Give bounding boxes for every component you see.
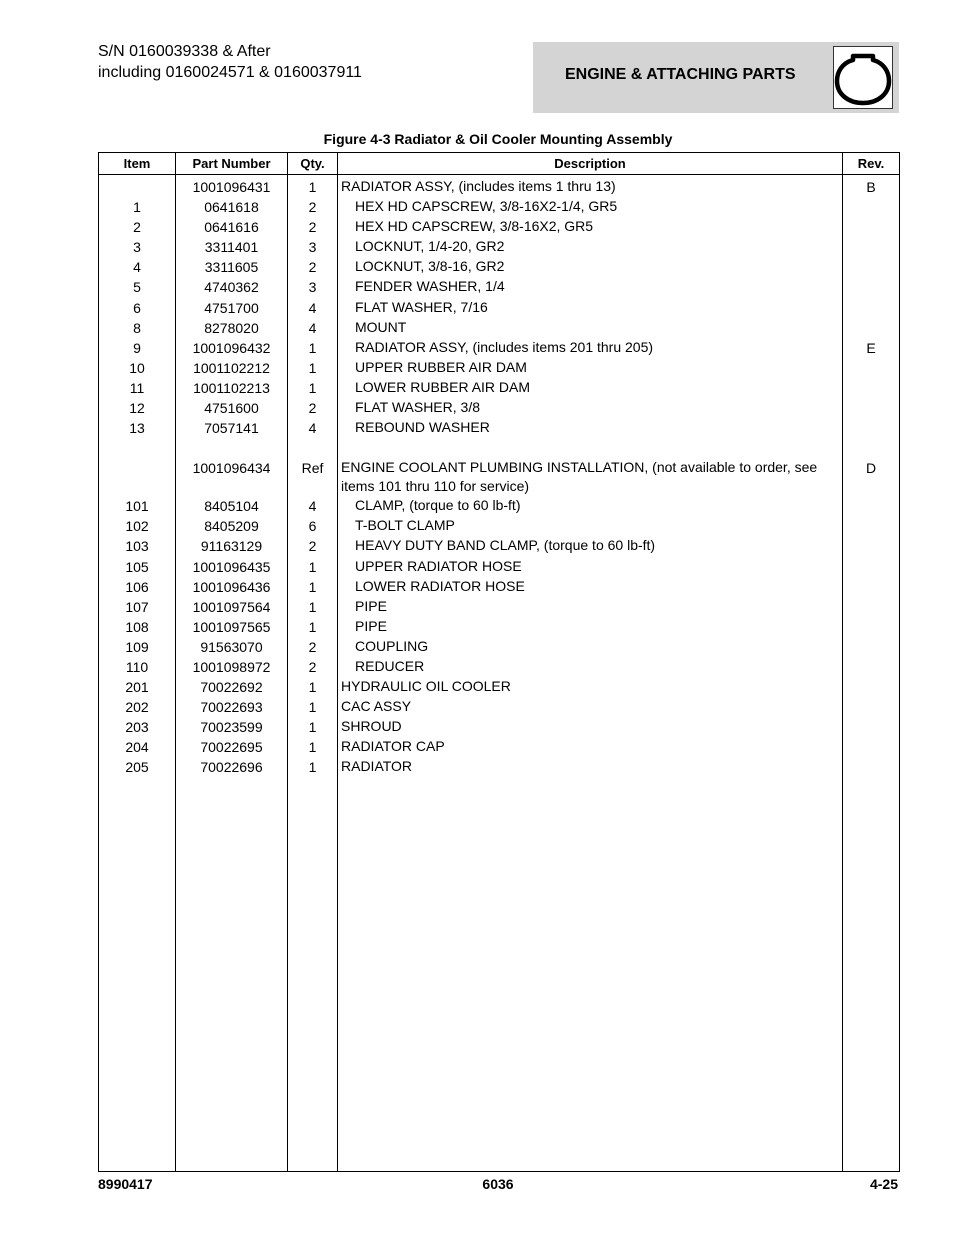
figure-title: Figure 4-3 Radiator & Oil Cooler Mounting Assembly bbox=[323, 131, 673, 147]
serial-line-2: including 0160024571 & 0160037911 bbox=[98, 64, 362, 81]
column-header-item: Item bbox=[99, 153, 176, 175]
table-row bbox=[99, 657, 900, 677]
cell-rev bbox=[843, 577, 900, 597]
table-row bbox=[99, 757, 900, 777]
cell-qty: 2 bbox=[288, 257, 338, 277]
cell-description: T-BOLT CLAMP bbox=[338, 516, 843, 536]
cell-item bbox=[99, 458, 176, 496]
cell-part-number: 1001096435 bbox=[176, 557, 288, 577]
table-filler-row bbox=[99, 778, 900, 1172]
cell-rev bbox=[843, 757, 900, 777]
table-row bbox=[99, 197, 900, 217]
cell-item: 2 bbox=[99, 217, 176, 237]
spacer-cell bbox=[288, 438, 338, 458]
table-row bbox=[99, 617, 900, 637]
filler-cell bbox=[288, 778, 338, 1172]
table-row bbox=[99, 398, 900, 418]
cell-rev bbox=[843, 717, 900, 737]
cell-part-number: 91563070 bbox=[176, 637, 288, 657]
cell-description: PIPE bbox=[338, 597, 843, 617]
cell-qty: Ref bbox=[288, 458, 338, 496]
cell-item: 6 bbox=[99, 298, 176, 318]
filler-cell bbox=[99, 778, 176, 1172]
cell-rev bbox=[843, 237, 900, 257]
cell-part-number: 1001096432 bbox=[176, 338, 288, 358]
filler-cell bbox=[176, 778, 288, 1172]
table-row bbox=[99, 717, 900, 737]
cell-part-number: 1001096436 bbox=[176, 577, 288, 597]
cell-description: CAC ASSY bbox=[338, 697, 843, 717]
cell-rev bbox=[843, 516, 900, 536]
table-row bbox=[99, 597, 900, 617]
table-row bbox=[99, 175, 900, 198]
table-row bbox=[99, 697, 900, 717]
cell-rev bbox=[843, 197, 900, 217]
cell-item: 12 bbox=[99, 398, 176, 418]
cell-qty: 1 bbox=[288, 677, 338, 697]
table-body bbox=[99, 175, 900, 1172]
cell-item: 8 bbox=[99, 318, 176, 338]
column-header-qty: Qty. bbox=[288, 153, 338, 175]
cell-item: 103 bbox=[99, 536, 176, 556]
parts-table bbox=[98, 152, 900, 1172]
cell-qty: 2 bbox=[288, 398, 338, 418]
table-row bbox=[99, 496, 900, 516]
cell-item bbox=[99, 175, 176, 198]
cell-rev bbox=[843, 378, 900, 398]
cell-description: LOCKNUT, 1/4-20, GR2 bbox=[338, 237, 843, 257]
cell-rev bbox=[843, 277, 900, 297]
spacer-cell bbox=[176, 438, 288, 458]
cell-description: RADIATOR CAP bbox=[338, 737, 843, 757]
cell-description: CLAMP, (torque to 60 lb-ft) bbox=[338, 496, 843, 516]
table-row bbox=[99, 378, 900, 398]
spacer-cell bbox=[843, 438, 900, 458]
cell-qty: 3 bbox=[288, 277, 338, 297]
cell-description: RADIATOR ASSY, (includes items 201 thru 205) bbox=[338, 338, 843, 358]
cell-item: 109 bbox=[99, 637, 176, 657]
cell-rev bbox=[843, 496, 900, 516]
cell-description: REBOUND WASHER bbox=[338, 418, 843, 438]
cell-item: 5 bbox=[99, 277, 176, 297]
cell-qty: 4 bbox=[288, 418, 338, 438]
cell-qty: 2 bbox=[288, 217, 338, 237]
table-row bbox=[99, 217, 900, 237]
cell-description: MOUNT bbox=[338, 318, 843, 338]
cell-rev bbox=[843, 597, 900, 617]
cell-rev bbox=[843, 398, 900, 418]
cell-qty: 1 bbox=[288, 175, 338, 198]
cell-qty: 1 bbox=[288, 557, 338, 577]
cell-description: RADIATOR bbox=[338, 757, 843, 777]
cell-part-number: 4751700 bbox=[176, 298, 288, 318]
cell-rev bbox=[843, 617, 900, 637]
cell-description: UPPER RADIATOR HOSE bbox=[338, 557, 843, 577]
cell-qty: 2 bbox=[288, 536, 338, 556]
cell-qty: 2 bbox=[288, 657, 338, 677]
engine-icon bbox=[833, 46, 893, 109]
cell-part-number: 3311605 bbox=[176, 257, 288, 277]
footer-doc-number: 8990417 bbox=[98, 1176, 153, 1192]
cell-part-number: 91163129 bbox=[176, 536, 288, 556]
cell-part-number: 1001102213 bbox=[176, 378, 288, 398]
cell-rev bbox=[843, 557, 900, 577]
cell-item: 1 bbox=[99, 197, 176, 217]
cell-qty: 4 bbox=[288, 496, 338, 516]
cell-description: HEX HD CAPSCREW, 3/8-16X2, GR5 bbox=[338, 217, 843, 237]
cell-description: HYDRAULIC OIL COOLER bbox=[338, 677, 843, 697]
cell-rev bbox=[843, 257, 900, 277]
cell-part-number: 0641616 bbox=[176, 217, 288, 237]
cell-rev bbox=[843, 677, 900, 697]
table-header-row bbox=[99, 153, 900, 175]
cell-item: 110 bbox=[99, 657, 176, 677]
cell-description: SHROUD bbox=[338, 717, 843, 737]
table-row bbox=[99, 577, 900, 597]
cell-description: FLAT WASHER, 3/8 bbox=[338, 398, 843, 418]
column-header-rev: Rev. bbox=[843, 153, 900, 175]
table-row bbox=[99, 298, 900, 318]
cell-description: FENDER WASHER, 1/4 bbox=[338, 277, 843, 297]
cell-rev: D bbox=[843, 458, 900, 496]
cell-rev bbox=[843, 657, 900, 677]
table-row bbox=[99, 418, 900, 438]
table-row bbox=[99, 257, 900, 277]
cell-item: 201 bbox=[99, 677, 176, 697]
footer-model: 6036 bbox=[482, 1176, 514, 1192]
cell-part-number: 1001102212 bbox=[176, 358, 288, 378]
serial-number-block bbox=[98, 41, 362, 83]
table-row bbox=[99, 637, 900, 657]
cell-item: 11 bbox=[99, 378, 176, 398]
cell-part-number: 4751600 bbox=[176, 398, 288, 418]
cell-qty: 3 bbox=[288, 237, 338, 257]
cell-part-number: 1001096434 bbox=[176, 458, 288, 496]
cell-description: RADIATOR ASSY, (includes items 1 thru 13) bbox=[338, 175, 843, 198]
cell-part-number: 70022692 bbox=[176, 677, 288, 697]
cell-item: 4 bbox=[99, 257, 176, 277]
cell-qty: 6 bbox=[288, 516, 338, 536]
table-row bbox=[99, 677, 900, 697]
cell-qty: 1 bbox=[288, 597, 338, 617]
cell-part-number: 3311401 bbox=[176, 237, 288, 257]
cell-description: ENGINE COOLANT PLUMBING INSTALLATION, (not available to order, see items 101 thru 110 for service) bbox=[338, 458, 843, 496]
cell-description: PIPE bbox=[338, 617, 843, 637]
table-row-spacer bbox=[99, 438, 900, 458]
cell-part-number: 8405104 bbox=[176, 496, 288, 516]
cell-description: HEAVY DUTY BAND CLAMP, (torque to 60 lb-ft) bbox=[338, 536, 843, 556]
cell-rev bbox=[843, 637, 900, 657]
cell-part-number: 7057141 bbox=[176, 418, 288, 438]
cell-part-number: 8278020 bbox=[176, 318, 288, 338]
section-header bbox=[533, 42, 899, 113]
cell-item: 3 bbox=[99, 237, 176, 257]
cell-part-number: 70022696 bbox=[176, 757, 288, 777]
cell-description: LOWER RUBBER AIR DAM bbox=[338, 378, 843, 398]
cell-description: LOWER RADIATOR HOSE bbox=[338, 577, 843, 597]
cell-qty: 1 bbox=[288, 617, 338, 637]
serial-line-1: S/N 0160039338 & After bbox=[98, 43, 271, 60]
cell-description: LOCKNUT, 3/8-16, GR2 bbox=[338, 257, 843, 277]
table-row bbox=[99, 458, 900, 496]
cell-rev: E bbox=[843, 338, 900, 358]
cell-rev: B bbox=[843, 175, 900, 198]
cell-part-number: 70022695 bbox=[176, 737, 288, 757]
cell-qty: 1 bbox=[288, 737, 338, 757]
cell-qty: 4 bbox=[288, 318, 338, 338]
cell-qty: 1 bbox=[288, 717, 338, 737]
spacer-cell bbox=[338, 438, 843, 458]
cell-part-number: 70023599 bbox=[176, 717, 288, 737]
cell-item: 10 bbox=[99, 358, 176, 378]
table-row bbox=[99, 277, 900, 297]
cell-qty: 1 bbox=[288, 358, 338, 378]
table-row bbox=[99, 358, 900, 378]
cell-rev bbox=[843, 298, 900, 318]
table-row bbox=[99, 536, 900, 556]
filler-cell bbox=[843, 778, 900, 1172]
cell-item: 9 bbox=[99, 338, 176, 358]
cell-rev bbox=[843, 737, 900, 757]
cell-qty: 1 bbox=[288, 577, 338, 597]
cell-qty: 1 bbox=[288, 697, 338, 717]
cell-part-number: 1001098972 bbox=[176, 657, 288, 677]
cell-part-number: 1001096431 bbox=[176, 175, 288, 198]
cell-item: 107 bbox=[99, 597, 176, 617]
column-header-description: Description bbox=[338, 153, 843, 175]
cell-item: 13 bbox=[99, 418, 176, 438]
cell-item: 101 bbox=[99, 496, 176, 516]
table-row bbox=[99, 557, 900, 577]
cell-qty: 4 bbox=[288, 298, 338, 318]
cell-qty: 1 bbox=[288, 378, 338, 398]
cell-rev bbox=[843, 318, 900, 338]
cell-rev bbox=[843, 418, 900, 438]
cell-part-number: 4740362 bbox=[176, 277, 288, 297]
cell-description: UPPER RUBBER AIR DAM bbox=[338, 358, 843, 378]
cell-qty: 1 bbox=[288, 338, 338, 358]
cell-item: 106 bbox=[99, 577, 176, 597]
section-title: ENGINE & ATTACHING PARTS bbox=[565, 66, 796, 83]
cell-rev bbox=[843, 217, 900, 237]
cell-item: 102 bbox=[99, 516, 176, 536]
cell-rev bbox=[843, 697, 900, 717]
cell-item: 203 bbox=[99, 717, 176, 737]
spacer-cell bbox=[99, 438, 176, 458]
cell-qty: 2 bbox=[288, 637, 338, 657]
cell-qty: 1 bbox=[288, 757, 338, 777]
cell-item: 202 bbox=[99, 697, 176, 717]
cell-description: HEX HD CAPSCREW, 3/8-16X2-1/4, GR5 bbox=[338, 197, 843, 217]
column-header-part-number: Part Number bbox=[176, 153, 288, 175]
cell-description: FLAT WASHER, 7/16 bbox=[338, 298, 843, 318]
cell-rev bbox=[843, 536, 900, 556]
table-row bbox=[99, 237, 900, 257]
cell-part-number: 1001097564 bbox=[176, 597, 288, 617]
footer-page-number: 4-25 bbox=[869, 1176, 898, 1192]
cell-rev bbox=[843, 358, 900, 378]
table-row bbox=[99, 338, 900, 358]
cell-item: 108 bbox=[99, 617, 176, 637]
cell-item: 205 bbox=[99, 757, 176, 777]
cell-description: REDUCER bbox=[338, 657, 843, 677]
table-row bbox=[99, 516, 900, 536]
cell-qty: 2 bbox=[288, 197, 338, 217]
filler-cell bbox=[338, 778, 843, 1172]
cell-part-number: 8405209 bbox=[176, 516, 288, 536]
cell-part-number: 70022693 bbox=[176, 697, 288, 717]
table-row bbox=[99, 737, 900, 757]
cell-part-number: 1001097565 bbox=[176, 617, 288, 637]
cell-item: 204 bbox=[99, 737, 176, 757]
cell-item: 105 bbox=[99, 557, 176, 577]
cell-part-number: 0641618 bbox=[176, 197, 288, 217]
table-row bbox=[99, 318, 900, 338]
cell-description: COUPLING bbox=[338, 637, 843, 657]
